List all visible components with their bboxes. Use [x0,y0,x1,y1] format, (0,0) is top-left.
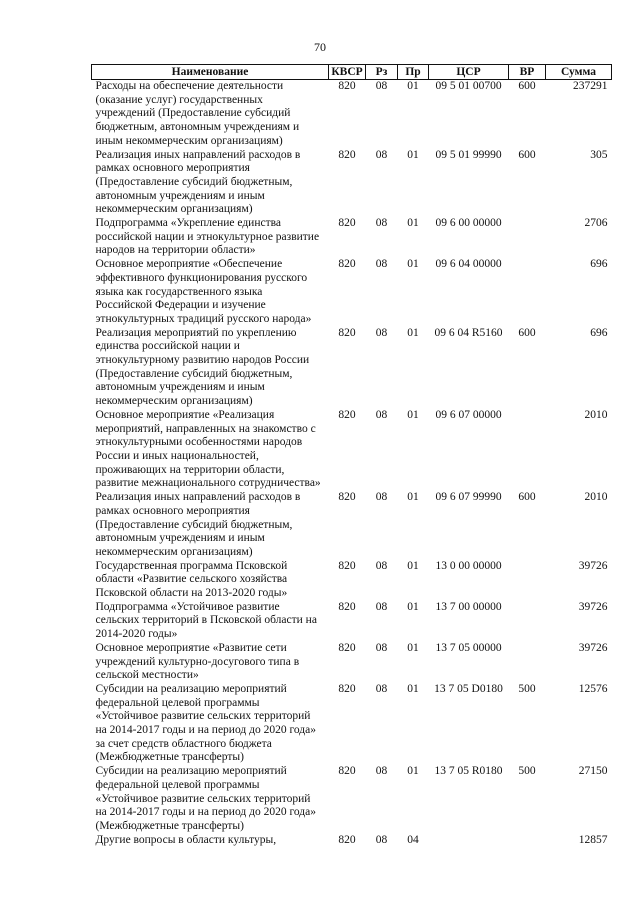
cell-name [92,765,329,834]
page-number: 70 [314,40,326,54]
table-row [92,601,612,642]
cell-csr: 09 5 01 99990 [435,148,502,161]
cell-name [92,258,329,327]
cell-sum: 237291 [573,80,608,92]
cell-name-line: федеральной целевой программы [95,696,260,709]
cell-sum: 2706 [584,217,608,230]
cell-csr: 13 7 00 00000 [435,600,502,613]
table-header-row [92,65,612,80]
cell-rz: 08 [375,326,388,339]
cell-pr: 01 [407,148,419,161]
cell-csr: 13 7 05 R0180 [434,765,503,778]
cell-name-line: Реализация иных направлений расходов в [95,148,301,161]
cell-vr: 600 [518,148,536,161]
cell-name-line: сельских территорий в Псковской области на [95,614,317,627]
cell-name [92,80,329,149]
table-row [92,491,612,560]
cell-csr: 09 5 01 00700 [435,80,502,92]
cell-name-line: (Предоставление субсидий бюджетным, [95,175,293,188]
cell-name-line: этнокультурному развитию народов России [95,354,310,367]
table-row [92,683,612,765]
cell-name-line: бюджетным, автономным учреждениям и [95,121,300,134]
cell-kvsr: 820 [338,765,356,778]
cell-csr: 13 7 05 D0180 [434,682,503,695]
cell-name-line: развитие межнационального сотрудничества» [95,477,321,490]
cell-name-line: Основное мероприятие «Реализация [95,408,275,421]
table-row [92,149,612,218]
cell-vr: 500 [518,765,536,778]
cell-name-line: (Предоставление субсидий бюджетным, [95,367,293,380]
cell-name-line: Субсидии на реализацию мероприятий [95,765,287,778]
header-vr: ВР [509,65,546,80]
table-body [92,80,612,848]
cell-sum: 12576 [578,682,608,695]
cell-sum: 696 [590,258,608,271]
table-row [92,834,612,848]
cell-name-line: на 2014-2017 годы и на период до 2020 года» [95,724,317,737]
cell-rz: 08 [375,765,388,778]
cell-sum: 2010 [584,491,608,504]
header-kvsr: КВСР [329,65,366,80]
cell-vr: 600 [518,80,536,92]
cell-rz: 08 [375,408,388,421]
cell-name-line: некоммерческим организациям) [95,545,253,558]
cell-name-line: (оказание услуг) государственных [95,93,263,106]
cell-csr [429,834,509,848]
cell-name [92,642,329,683]
cell-rz: 08 [375,833,388,846]
cell-name-line: народов на территории области» [95,244,256,257]
cell-name-line: (Межбюджетные трансферты) [95,819,244,832]
cell-name-line: «Устойчивое развитие сельских территорий [95,792,311,805]
cell-vr [509,560,546,601]
cell-kvsr: 820 [338,408,356,421]
cell-name-line: языка как государственного языка [95,285,263,298]
cell-name-line: Основное мероприятие «Развитие сети [95,641,287,654]
cell-sum: 39726 [578,600,608,613]
cell-name [92,217,329,258]
cell-name-line: на 2014-2017 годы и на период до 2020 года» [95,806,317,819]
cell-kvsr: 820 [338,682,356,695]
cell-vr: 600 [518,326,536,339]
cell-sum: 39726 [578,641,608,654]
cell-name-line: Субсидии на реализацию мероприятий [95,682,287,695]
cell-name-line: мероприятий, направленных на знакомство с [95,422,316,435]
cell-name-line: федеральной целевой программы [95,778,260,791]
cell-rz: 08 [375,80,388,92]
cell-rz: 08 [375,217,388,230]
cell-kvsr: 820 [338,326,356,339]
cell-kvsr: 820 [338,491,356,504]
cell-name-line: 2014-2020 годы» [95,628,178,641]
cell-name-line: иным некоммерческим организациям) [95,134,283,147]
header-name: Наименование [92,65,329,80]
cell-name-line: Российской Федерации и изучение [95,299,266,312]
cell-name-line: российской нации и этнокультурное развитие [95,230,320,243]
cell-name-line: (Предоставление субсидий бюджетным, [95,518,293,531]
cell-pr: 01 [407,217,419,230]
cell-name-line: России и иных национальностей, [95,449,259,462]
cell-csr: 13 7 05 00000 [435,641,502,654]
cell-name-line: автономным учреждениям и иным [95,189,265,202]
cell-name-line: единства российской нации и [95,340,240,353]
cell-name-line: Подпрограмма «Устойчивое развитие [95,600,280,613]
cell-vr [509,258,546,327]
cell-name-line: за счет средств областного бюджета [95,737,272,750]
table-row [92,80,612,149]
cell-vr: 600 [518,491,536,504]
cell-name-line: (Межбюджетные трансферты) [95,751,244,764]
table-row [92,327,612,409]
cell-name [92,409,329,491]
cell-kvsr: 820 [338,833,356,846]
table-row [92,765,612,834]
cell-rz: 08 [375,148,388,161]
cell-name-line: проживающих на территории области, [95,463,285,476]
cell-name-line: Реализация мероприятий по укреплению [95,326,297,339]
cell-name-line: автономным учреждениям и иным [95,532,265,545]
cell-csr: 09 6 04 00000 [435,258,502,271]
table-row [92,258,612,327]
cell-name-line: эффективного функционирования русского [95,271,308,284]
cell-name-line: Подпрограмма «Укрепление единства [95,217,281,230]
cell-rz: 08 [375,491,388,504]
cell-pr: 01 [407,80,419,92]
cell-csr: 09 6 07 00000 [435,408,502,421]
cell-rz: 08 [375,559,388,572]
cell-kvsr: 820 [338,258,356,271]
cell-pr: 01 [407,600,419,613]
cell-name-line: автономным учреждениям и иным [95,381,265,394]
cell-sum: 39726 [578,559,608,572]
cell-pr: 04 [407,833,419,846]
cell-name-line: учреждений (Предоставление субсидий [95,107,291,120]
table-row [92,560,612,601]
cell-pr: 01 [407,408,419,421]
cell-sum: 27150 [578,765,608,778]
cell-name-line: рамках основного мероприятия [95,504,250,517]
cell-kvsr: 820 [338,600,356,613]
cell-vr [509,601,546,642]
cell-rz: 08 [375,682,388,695]
cell-name [92,683,329,765]
cell-name [92,327,329,409]
cell-name-line: этнокультурными особенностями народов [95,436,303,449]
cell-rz: 08 [375,258,388,271]
cell-name [92,560,329,601]
cell-sum: 2010 [584,408,608,421]
cell-csr: 09 6 04 R5160 [434,326,503,339]
cell-kvsr: 820 [338,217,356,230]
cell-name-line: Реализация иных направлений расходов в [95,491,301,504]
cell-name-line: некоммерческим организациям) [95,395,253,408]
cell-vr [509,217,546,258]
cell-vr [509,409,546,491]
cell-csr: 13 0 00 00000 [435,559,502,572]
cell-vr [509,834,546,848]
cell-name-line: Псковской области на 2013-2020 годы» [95,587,288,600]
cell-pr: 01 [407,559,419,572]
cell-name [92,834,329,848]
header-rz: Рз [366,65,398,80]
cell-name-line: рамках основного мероприятия [95,162,250,175]
cell-name-line: Расходы на обеспечение деятельности [95,80,284,92]
cell-pr: 01 [407,765,419,778]
cell-name [92,149,329,218]
cell-name-line: учреждений культурно-досугового типа в [95,655,300,668]
cell-pr: 01 [407,326,419,339]
cell-pr: 01 [407,258,419,271]
cell-name-line: этнокультурных традиций русского народа» [95,312,312,325]
cell-csr: 09 6 00 00000 [435,217,502,230]
cell-sum: 305 [590,148,608,161]
table-row [92,409,612,491]
header-csr: ЦСР [429,65,509,80]
cell-csr: 09 6 07 99990 [435,491,502,504]
cell-kvsr: 820 [338,80,356,92]
cell-name-line: «Устойчивое развитие сельских территорий [95,710,311,723]
cell-name [92,601,329,642]
header-pr: Пр [398,65,429,80]
table-row [92,217,612,258]
cell-name-line: Государственная программа Псковской [95,559,288,572]
cell-kvsr: 820 [338,148,356,161]
cell-sum: 12857 [578,833,608,846]
cell-name-line: области «Развитие сельского хозяйства [95,573,288,586]
cell-rz: 08 [375,641,388,654]
cell-kvsr: 820 [338,559,356,572]
cell-pr: 01 [407,641,419,654]
cell-name-line: Другие вопросы в области культуры, [95,833,277,846]
table-row [92,642,612,683]
cell-sum: 696 [590,326,608,339]
cell-vr: 500 [518,682,536,695]
cell-name-line: сельской местности» [95,669,199,682]
cell-name-line: некоммерческим организациям) [95,203,253,216]
cell-name-line: Основное мероприятие «Обеспечение [95,258,283,271]
cell-vr [509,642,546,683]
header-sum: Сумма [546,65,612,80]
budget-table [91,64,612,847]
cell-kvsr: 820 [338,641,356,654]
cell-pr: 01 [407,682,419,695]
cell-rz: 08 [375,600,388,613]
cell-name [92,491,329,560]
cell-pr: 01 [407,491,419,504]
